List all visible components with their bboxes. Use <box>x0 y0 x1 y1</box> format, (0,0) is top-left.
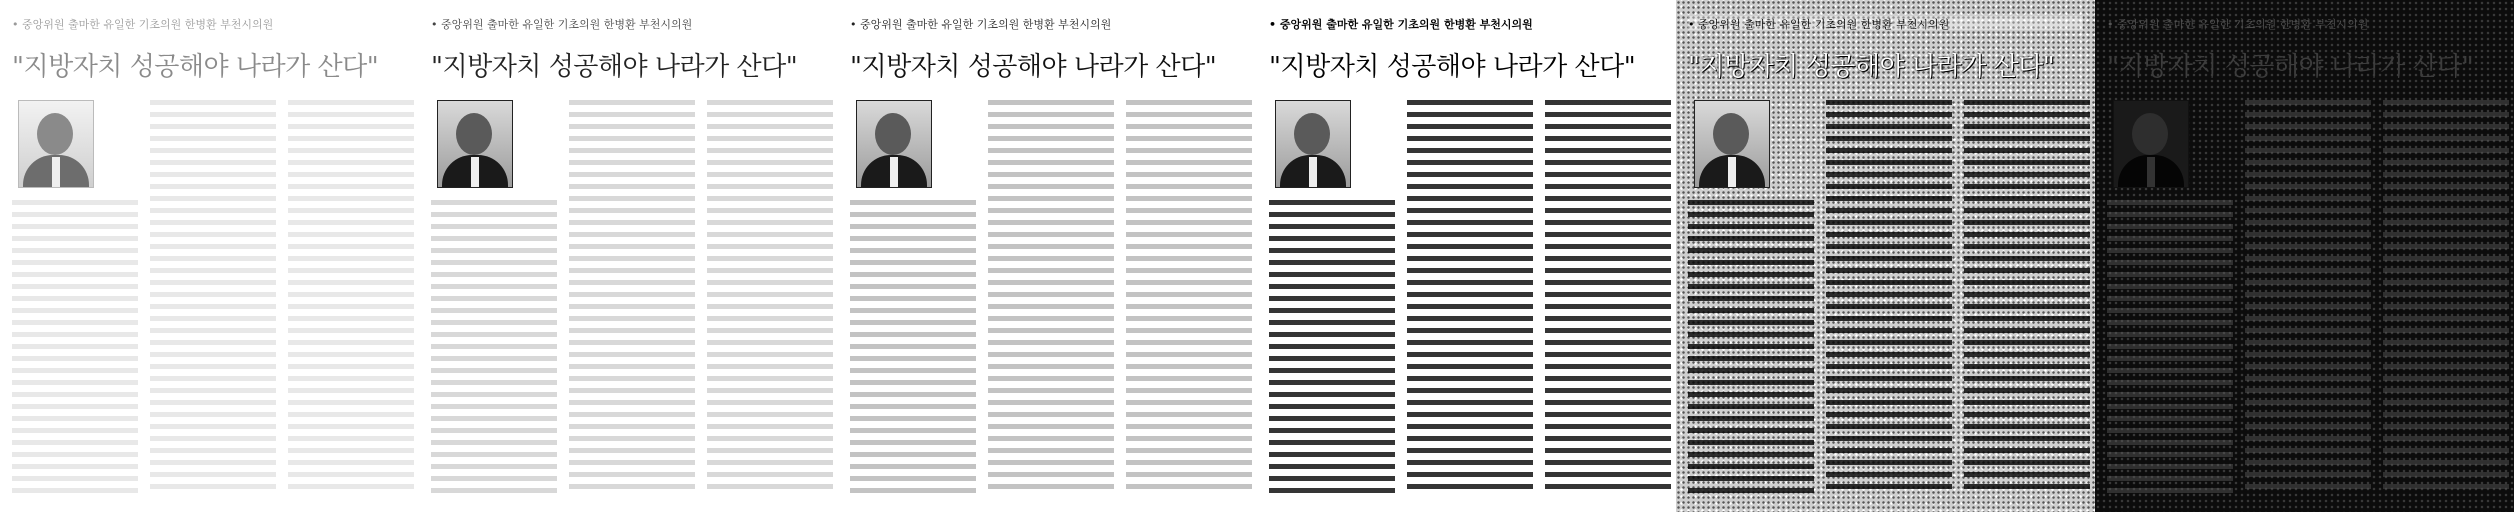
kicker: • 중앙위원 출마한 유일한 기초의원 한병환 부천시의원 <box>1688 16 2083 30</box>
text-column <box>288 100 414 496</box>
text-column <box>1545 100 1671 496</box>
text-column <box>2107 200 2233 496</box>
article-panel-3 <box>838 0 1257 512</box>
article-body <box>850 100 1245 500</box>
kicker: • 중앙위원 출마한 유일한 기초의원 한병환 부천시의원 <box>1269 18 1533 30</box>
text-column <box>1126 100 1252 496</box>
article-panel-2 <box>419 0 838 512</box>
article-body <box>431 100 826 500</box>
kicker: • 중앙위원 출마한 유일한 기초의원 한병환 부천시의원 <box>431 18 693 30</box>
article-panel-4 <box>1257 0 1676 512</box>
portrait-photo <box>18 100 94 188</box>
text-column <box>12 200 138 496</box>
article-panel-5 <box>1676 0 2095 512</box>
kicker: • 중앙위원 출마한 유일한 기초의원 한병환 부천시의원 <box>12 18 274 30</box>
headline: "지방자치 성공해야 나라가 산다" <box>2107 52 2474 82</box>
text-column <box>2245 100 2371 496</box>
text-column <box>1688 200 1814 496</box>
portrait-photo <box>1275 100 1351 188</box>
text-column <box>1407 100 1533 496</box>
text-column <box>150 100 276 496</box>
text-column <box>1826 100 1952 496</box>
text-column <box>1269 200 1395 496</box>
headline: "지방자치 성공해야 나라가 산다" <box>1688 52 2055 82</box>
headline: "지방자치 성공해야 나라가 산다" <box>1269 52 1636 82</box>
portrait-photo <box>856 100 932 188</box>
text-column <box>1964 100 2090 496</box>
text-column <box>2383 100 2509 496</box>
article-body <box>1269 100 1664 500</box>
kicker: • 중앙위원 출마한 유일한 기초의원 한병환 부천시의원 <box>850 18 1112 30</box>
text-column <box>707 100 833 496</box>
article-panel-6 <box>2095 0 2514 512</box>
headline: "지방자치 성공해야 나라가 산다" <box>431 52 798 82</box>
headline: "지방자치 성공해야 나라가 산다" <box>850 52 1217 82</box>
headline: "지방자치 성공해야 나라가 산다" <box>12 52 379 82</box>
portrait-photo <box>437 100 513 188</box>
portrait-photo <box>1694 100 1770 188</box>
text-column <box>431 200 557 496</box>
text-column <box>988 100 1114 496</box>
text-column <box>569 100 695 496</box>
article-body <box>12 100 407 500</box>
article-panel-1 <box>0 0 419 512</box>
kicker: • 중앙위원 출마한 유일한 기초의원 한병환 부천시의원 <box>2107 18 2369 30</box>
portrait-photo <box>2113 100 2189 188</box>
article-body <box>2107 100 2502 500</box>
text-column <box>850 200 976 496</box>
article-body <box>1688 100 2083 500</box>
